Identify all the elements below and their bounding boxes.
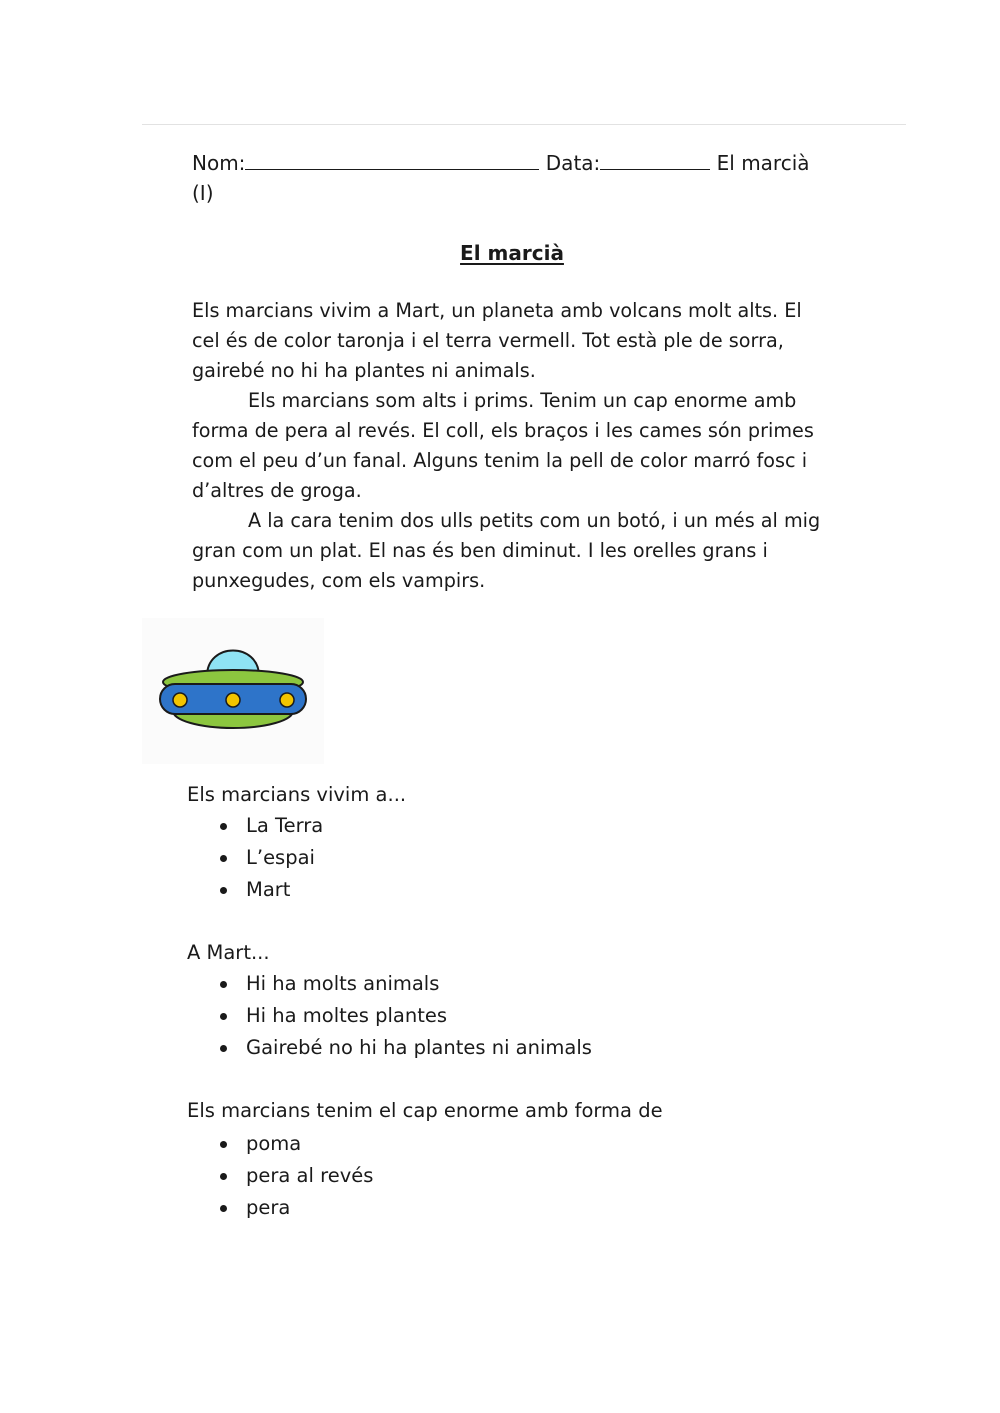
bullet-icon: [220, 887, 227, 894]
page-top-rule: [142, 124, 906, 125]
question-options: [220, 810, 323, 906]
ufo-light: [226, 693, 240, 707]
option-item[interactable]: [220, 874, 323, 906]
question-options: [220, 968, 592, 1064]
option-label: pera al revés: [246, 1164, 374, 1187]
bullet-icon: [220, 1045, 227, 1052]
question-prompt: Els marcians vivim a...: [187, 783, 407, 806]
option-label: La Terra: [246, 814, 324, 837]
text-line: Els marcians vivim a Mart, un planeta amb volcans molt alts. El: [192, 299, 802, 322]
reading-text: [192, 296, 852, 596]
text-line: Els marcians som alts i prims. Tenim un cap enorme amb: [248, 389, 797, 412]
option-item[interactable]: [220, 1160, 373, 1192]
date-blank[interactable]: [600, 149, 710, 170]
bullet-icon: [220, 1173, 227, 1180]
option-item[interactable]: [220, 842, 323, 874]
option-item[interactable]: [220, 810, 323, 842]
question-prompt: A Mart...: [187, 941, 270, 964]
option-item[interactable]: [220, 1128, 373, 1160]
text-line: com el peu d’un fanal. Alguns tenim la pell de color marró fosc i: [192, 449, 808, 472]
text-line: A la cara tenim dos ulls petits com un botó, i un més al mig: [248, 509, 821, 532]
date-label: Data:: [545, 151, 601, 175]
text-line: gran com un plat. El nas és ben diminut. I les orelles grans i: [192, 539, 768, 562]
name-blank[interactable]: [245, 149, 539, 170]
option-label: pera: [246, 1196, 291, 1219]
text-line: cel és de color taronja i el terra vermell. Tot està ple de sorra,: [192, 329, 784, 352]
option-item[interactable]: [220, 1192, 373, 1224]
text-line: gairebé no hi ha plantes ni animals.: [192, 359, 536, 382]
option-label: Hi ha molts animals: [246, 972, 440, 995]
option-label: poma: [246, 1132, 302, 1155]
question-prompt: Els marcians tenim el cap enorme amb forma de: [187, 1099, 663, 1122]
sheet-number: (I): [192, 181, 214, 205]
option-label: Mart: [246, 878, 291, 901]
option-item[interactable]: [220, 1000, 592, 1032]
ufo-light: [173, 693, 187, 707]
ufo-light: [280, 693, 294, 707]
text-line: punxegudes, com els vampirs.: [192, 569, 486, 592]
text-line: d’altres de groga.: [192, 479, 362, 502]
ufo-icon: [142, 618, 324, 764]
question-options: [220, 1128, 373, 1224]
sheet-title: El marcià: [716, 151, 810, 175]
option-item[interactable]: [220, 1032, 592, 1064]
page-title: El marcià: [460, 241, 564, 265]
option-label: Hi ha moltes plantes: [246, 1004, 448, 1027]
option-label: L’espai: [246, 846, 315, 869]
bullet-icon: [220, 1205, 227, 1212]
option-item[interactable]: [220, 968, 592, 1000]
header-line: [192, 148, 832, 178]
text-line: forma de pera al revés. El coll, els braços i les cames són primes: [192, 419, 814, 442]
name-label: Nom:: [192, 151, 246, 175]
option-label: Gairebé no hi ha plantes ni animals: [246, 1036, 592, 1059]
bullet-icon: [220, 855, 227, 862]
bullet-icon: [220, 823, 227, 830]
bullet-icon: [220, 981, 227, 988]
ufo-illustration: [142, 618, 324, 764]
bullet-icon: [220, 1013, 227, 1020]
bullet-icon: [220, 1141, 227, 1148]
